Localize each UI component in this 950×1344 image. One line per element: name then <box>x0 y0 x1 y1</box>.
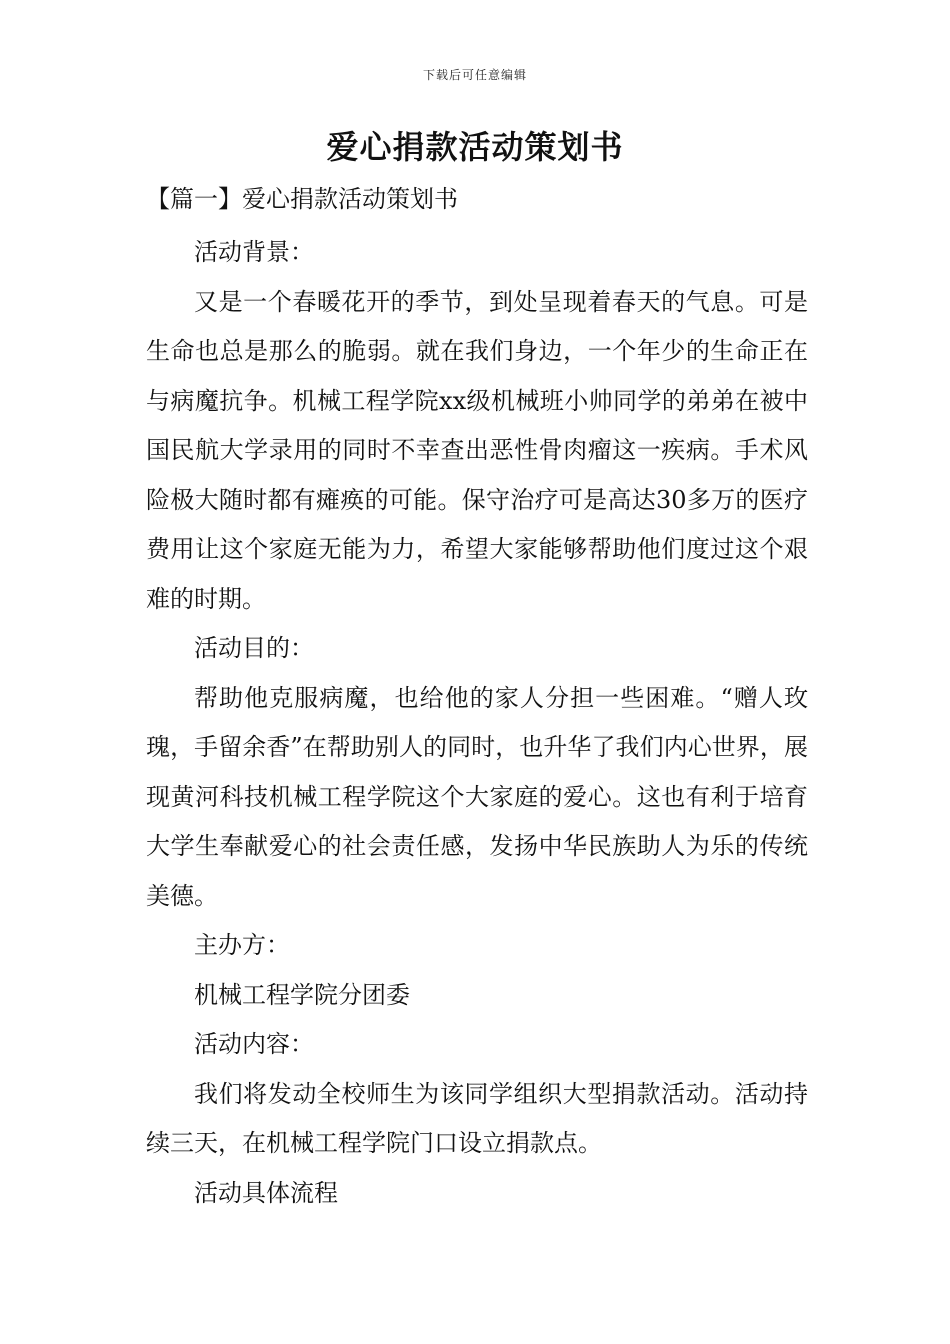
paragraph-content: 我们将发动全校师生为该同学组织大型捐款活动。活动持续三天，在机械工程学院门口设立捐款点。 <box>146 1079 808 1157</box>
document-title: 爱心捐款活动策划书 <box>326 128 624 166</box>
heading-content: 活动内容： <box>194 1030 314 1058</box>
section-heading: 【篇一】爱心捐款活动策划书 <box>146 185 458 213</box>
header-note: 下载后可任意编辑 <box>422 68 527 82</box>
heading-background: 活动背景： <box>194 238 314 266</box>
heading-purpose: 活动目的： <box>194 634 314 662</box>
paragraph-organizer: 机械工程学院分团委 <box>194 980 410 1009</box>
paragraph-background: 又是一个春暖花开的季节，到处呈现着春天的气息。可是生命也总是那么的脆弱。就在我们身边，一个年少的生命正在与病魔抗争。机械工程学院xx级机械班小帅同学的弟弟在被中国民航大学录用的同时不幸查出恶性骨肉瘤这一疾病。手术风险极大随时都有瘫痪的可能。保守治疗可是高达30多万的医疗费用让这个家庭无能为力，希望大家能够帮助他们度过这个艰难的时期。 <box>146 287 808 613</box>
heading-process: 活动具体流程 <box>194 1178 338 1207</box>
document-body <box>146 228 808 1218</box>
paragraph-purpose: 帮助他克服病魔，也给他的家人分担一些困难。“赠人玫瑰，手留余香”在帮助别人的同时，也升华了我们内心世界，展现黄河科技机械工程学院这个大家庭的爱心。这也有利于培育大学生奉献爱心的社会责任感，发扬中华民族助人为乐的传统美德。 <box>146 683 808 910</box>
heading-organizer: 主办方： <box>194 931 290 959</box>
